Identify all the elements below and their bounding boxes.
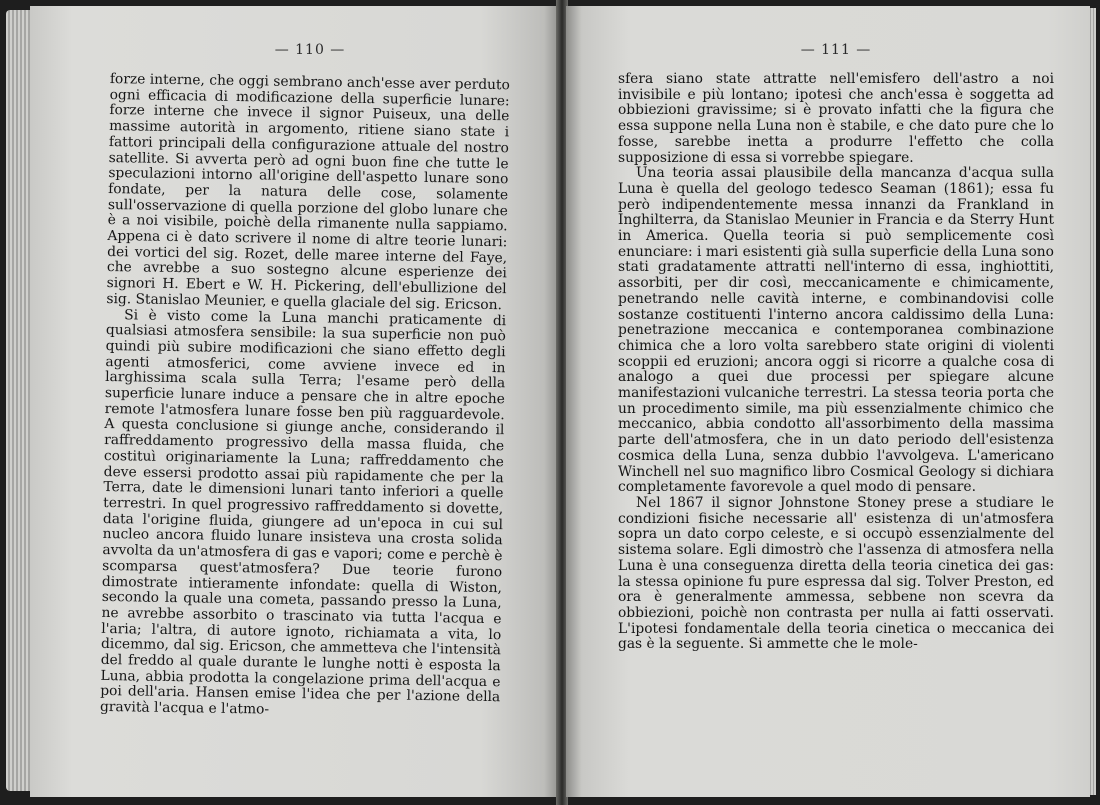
left-page-text bbox=[100, 72, 510, 722]
left-paragraph-2: Si è visto come la Luna manchi praticamente di qualsiasi atmosfera sensibile: la sua superficie non può quindi più subire modificazioni che siano effetto degli agenti atmosferici, come avviene invece ed in larghissima scala sulla Terra; l'esame però della superficie lunare induce a pensare che in altre epoche remote l'atmosfera lunare fosse ben più ragguardevole. A questa conclusione si giunge anche, considerando il raffreddamento progressivo della massa fluida, che costituì originariamente la Luna; raffreddamento che deve essersi prodotto assai più rapidamente che per la Terra, date le dimensioni lunari tanto inferiori a quelle terrestri. In quel progressivo raffreddamento si dovette, data l'origine fluida, giungere ad un'epoca in cui sul nucleo ancora fluido lunare insisteva una crosta solida avvolta da un'atmosfera di gas e vapori; come e perchè è scomparsa quest'atmosfera? Due teorie furono dimostrate intieramente infondate: quella di Wiston, secondo la quale una cometa, passando presso la Luna, ne avrebbe assorbito o trascinato via tutta l'acqua e l'aria; l'altra, di autore ignoto, richiamata a vita, lo dicemmo, dal sig. Ericson, che ammetteva che l'intensità del freddo al quale durante le lunghe notti è esposta la Luna, abbia prodotta la congelazione prima dell'acqua e poi dell'aria. Hansen emise l'idea che per l'azione della gravità l'acqua e l'atmo- bbox=[99, 306, 507, 718]
right-paragraph-3: Nel 1867 il signor Johnstone Stoney prese a studiare le condizioni fisiche necessarie all' esistenza di un'atmosfera sopra un dato corpo celeste, e si occupò essenzialmente del sistema solare. Egli dimostrò che l'assenza di atmosfera nella Luna è una conseguenza diretta della teoria cinetica dei gas: la stessa opinione fu pure espressa dal sig. Tolver Preston, ed ora è generalmente ammessa, sebbene non scevra da obbiezioni, poichè non contrasta per nulla ai fatti osservati. L'ipotesi fondamentale della teoria cinetica o meccanica dei gas è la seguente. Si ammette che le mole- bbox=[618, 494, 1054, 653]
left-page bbox=[30, 6, 560, 797]
page-number-111: — 111 — bbox=[800, 42, 872, 58]
right-page bbox=[566, 6, 1090, 797]
left-paragraph-1: forze interne, che oggi sembrano anch'esse aver perduto ogni efficacia di modificazione della superficie lunare: forze interne che invece il signor Puiseux, una delle massime autorità in argomento, ritiene siano state i fattori principali della configurazione attuale del nostro satellite. Si avverta però ad ogni buon fine che tutte le speculazioni intorno all'origine dell'aspetto lunare sono fondate, per la natura delle cose, solamente sull'osservazione di quella porzione del globo lunare che è a noi visibile, poichè della rimanente nulla sappiamo. Appena ci è dato scrivere il nome di altre teorie lunari: dei vortici del sig. Rozet, delle maree interne del Faye, che avrebbe a suo sostegno alcune esperienze dei signori H. Ebert e W. H. Pickering, dell'ebullizione del sig. Stanislao Meunier, e quella glaciale del sig. Ericson. bbox=[106, 71, 510, 314]
page-number-110: — 110 — bbox=[274, 42, 346, 58]
page-edges-left bbox=[6, 10, 32, 791]
right-paragraph-2: Una teoria assai plausibile della mancanza d'acqua sulla Luna è quella del geologo tedesco Seaman (1861); essa fu però indipendentemente messa innanzi da Frankland in Inghilterra, da Stanislao Meunier in Francia e da Sterry Hunt in America. Quella teoria si può semplicemente così enunciare: i mari esistenti già sulla superficie della Luna sono stati gradatamente attratti nell'interno di essa, inghiottiti, assorbiti, per dir così, meccanicamente e chimicamente, penetrando nelle cavità interne, e combinandovisi colle sostanze costituenti l'interno ancora caldissimo della Luna: penetrazione meccanica e contemporanea combinazione chimica che a loro volta sarebbero state origini di violenti scoppii ed eruzioni; ancora oggi si ricorre a qualche cosa di analogo a quei due processi per spiegare alcune manifestazioni vulcaniche terrestri. La stessa teoria porta che un procedimento simile, ma più essenzialmente chimico che meccanico, abbia condotto all'assorbimento della massima parte dell'atmosfera, che in un dato periodo dell'esistenza cosmica della Luna, senza dubbio l'avvolgeva. L'americano Winchell nel suo magnifico libro Cosmical Geology si dichiara completamente favorevole a quel modo di pensare. bbox=[618, 165, 1054, 496]
page-edges-right bbox=[1088, 8, 1096, 795]
right-page-text bbox=[618, 72, 1054, 653]
right-paragraph-1: sfera siano state attratte nell'emisfero dell'astro a noi invisibile e più lontano; ipotesi che anch'essa è soggetta ad obbiezioni gravissime; si è provato infatti che la figura che essa suppone nella Luna non è stabile, e che dato pure che lo fosse, sarebbe inetta a produrre l'effetto che colla supposizione di essa si vorrebbe spiegare. bbox=[618, 71, 1054, 166]
